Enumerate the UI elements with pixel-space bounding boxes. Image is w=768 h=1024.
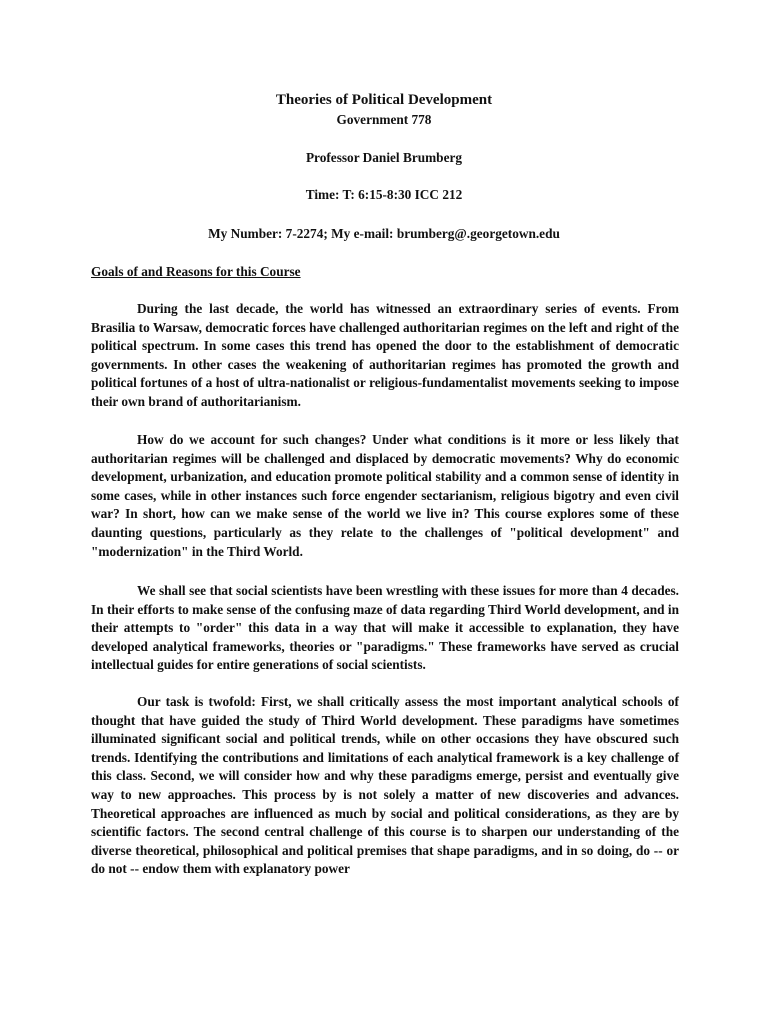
paragraph-3: We shall see that social scientists have been wrestling with these issues for more than 4 decades. In their efforts to make sense of the confusing maze of data regarding Third World development, and in their attempts to "order" this data in a way that will make it accessible to explanation, they have developed analytical frameworks, theories or "paradigms." These frameworks have served as crucial intellectual guides for entire generations of social scientists. xyxy=(91,583,679,673)
professor-name: Professor Daniel Brumberg xyxy=(305,150,463,165)
paragraph-2: How do we account for such changes? Under what conditions is it more or less likely that authoritarian regimes will be challenged and displaced by democratic movements? Why do economic development, urbanization, and education promote political stability and a common sense of identity in some cases, while in other instances such force engender sectarianism, religious bigotry and even civil war? In short, how can we make sense of the world we live in? This course explores some of these daunting questions, particularly as they relate to the challenges of "political development" and "modernization" in the Third World. xyxy=(91,432,679,559)
paragraph-4: Our task is twofold: First, we shall critically assess the most important analytical schools of thought that have guided the study of Third World development. These paradigms have sometimes illuminated significant social and political trends, while on other occasions they have obscured such trends. Identifying the contributions and limitations of each analytical framework is a key challenge of this class. Second, we will consider how and why these paradigms emerge, persist and eventually give way to new approaches. This process by is not solely a matter of new discoveries and advances. Theoretical approaches are influenced as much by social and political considerations, as they are by scientific factors. The second central challenge of this course is to sharpen our understanding of the diverse theoretical, philosophical and political premises that shape paradigms, and in so doing, do -- or do not -- endow them with explanatory power xyxy=(91,694,679,877)
course-number: Government 778 xyxy=(336,112,432,127)
class-time: Time: T: 6:15-8:30 ICC 212 xyxy=(305,187,463,202)
section-heading: Goals of and Reasons for this Course xyxy=(91,264,301,279)
contact-info: My Number: 7-2274; My e-mail: brumberg@.georgetown.edu xyxy=(208,226,560,241)
document-title: Theories of Political Development xyxy=(275,92,493,108)
paragraph-1: During the last decade, the world has witnessed an extraordinary series of events. From Brasilia to Warsaw, democratic forces have challenged authoritarian regimes on the left and right of the political spectrum. In some cases this trend has opened the door to the establishment of democratic governments. In other cases the weakening of authoritarian regimes has promoted the growth and political fortunes of a host of ultra-nationalist or religious-fundamentalist movements seeking to impose their own brand of authoritarianism. xyxy=(91,301,679,409)
